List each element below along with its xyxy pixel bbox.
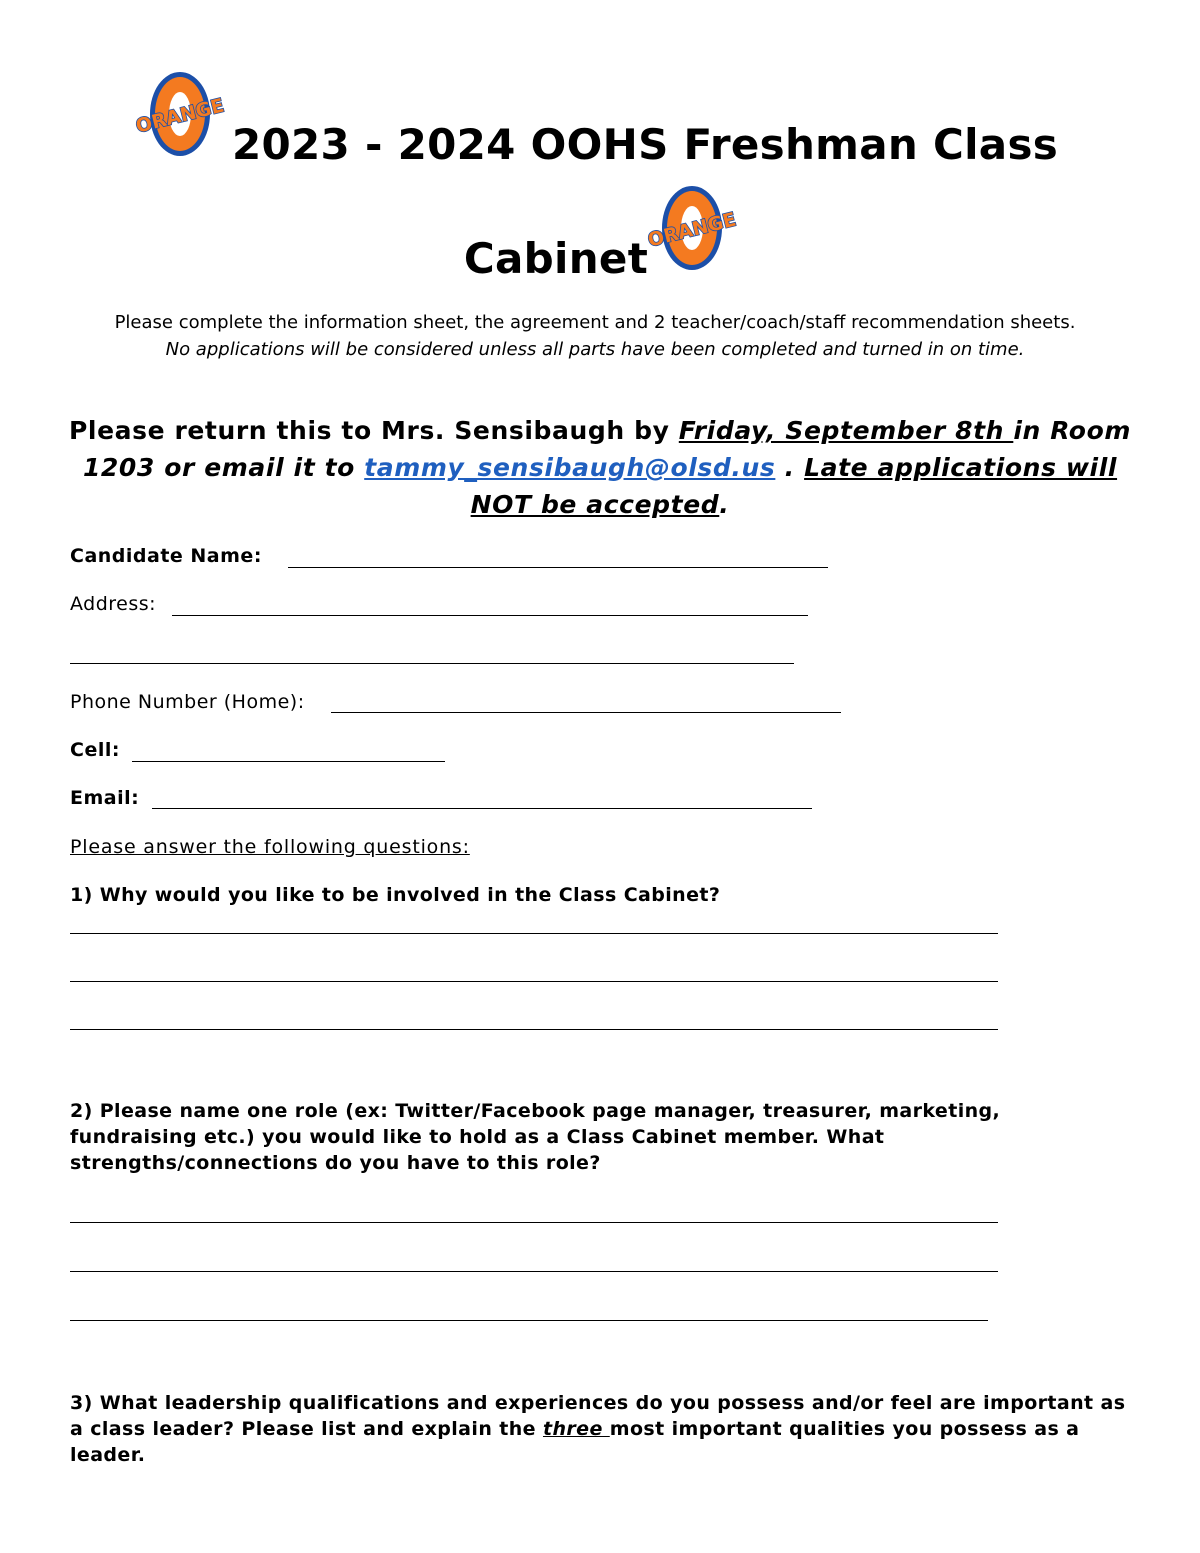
svg-text:ORANGE: ORANGE (134, 94, 226, 138)
question-2: 2) Please name one role (ex: Twitter/Facebook page manager, treasurer, marketing, fundraising etc.) you would like to hold as a Class Cabinet member. What strengths/connections do you have to this role? (70, 1100, 1001, 1174)
question-3: 3) What leadership qualifications and experiences do you possess and/or feel are important as a class leader? Please list and explain the three most important qualities you possess as a leader. (70, 1392, 1126, 1466)
address-field-line2[interactable] (70, 663, 794, 664)
questions-heading: Please answer the following questions: (70, 836, 470, 858)
answer-1-line-2[interactable] (70, 981, 998, 982)
answer-1-line-3[interactable] (70, 1029, 998, 1030)
cell-label: Cell: (70, 739, 120, 761)
answer-2-line-3[interactable] (70, 1320, 988, 1321)
page-title-line2: Cabinet (463, 234, 649, 283)
late-warning: Late applications will NOT be accepted (470, 453, 1118, 519)
intro-warning: No applications will be considered unless all parts have been completed and turned in on time. (165, 339, 1025, 360)
answer-1-line-1[interactable] (70, 933, 998, 934)
return-notice: Please return this to Mrs. Sensibaugh by Friday, September 8th in Room 1203 or email it to tammy_sensibaugh@olsd.us . Late applications will NOT be accepted. (68, 416, 1132, 519)
svg-text:ORANGE: ORANGE (646, 208, 738, 252)
candidate-name-label: Candidate Name: (70, 545, 262, 567)
page-title-line1: 2023 - 2024 OOHS Freshman Class (231, 120, 1059, 169)
candidate-name-field[interactable] (288, 567, 828, 568)
emphasis-three: three (542, 1418, 610, 1440)
deadline-date: Friday, September 8th (678, 416, 1014, 445)
contact-email-link[interactable]: tammy_sensibaugh@olsd.us (364, 453, 776, 482)
address-field[interactable] (172, 615, 808, 616)
cell-field[interactable] (132, 761, 445, 762)
email-field[interactable] (152, 808, 812, 809)
phone-home-label: Phone Number (Home): (70, 691, 305, 713)
email-label: Email: (70, 787, 140, 809)
answer-2-line-2[interactable] (70, 1271, 998, 1272)
phone-home-field[interactable] (331, 712, 841, 713)
intro-instructions: Please complete the information sheet, the agreement and 2 teacher/coach/staff recommendation sheets. (114, 312, 1076, 333)
question-1: 1) Why would you like to be involved in the Class Cabinet? (70, 884, 721, 906)
answer-2-line-1[interactable] (70, 1222, 998, 1223)
address-label: Address: (70, 593, 157, 615)
